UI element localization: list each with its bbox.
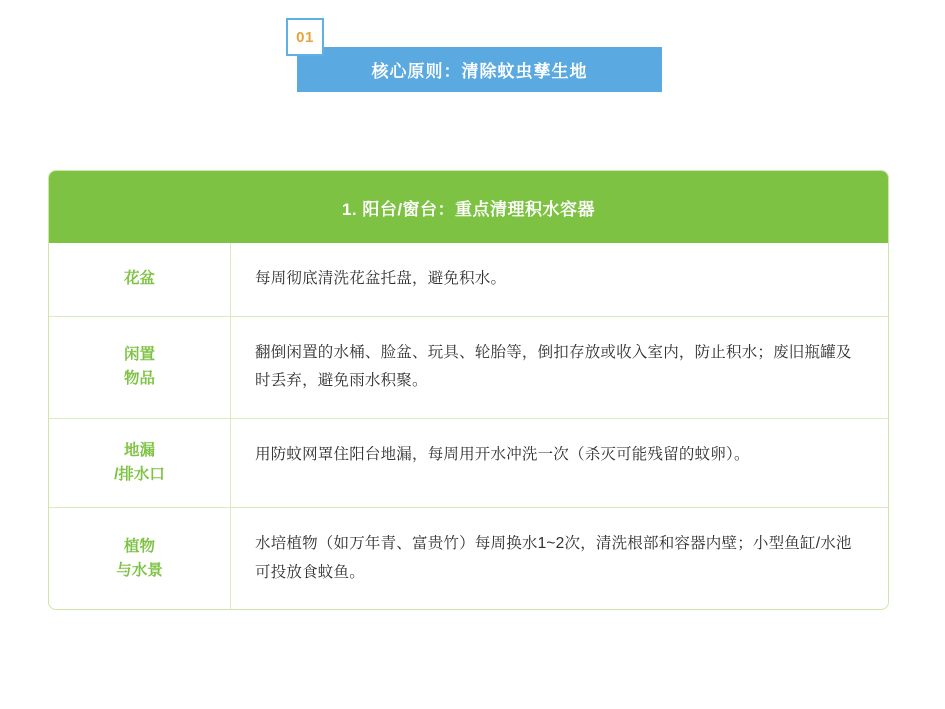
row-content: 水培植物（如万年青、富贵竹）每周换水1~2次，清洗根部和容器内壁；小型鱼缸/水池可投放食蚊鱼。 [255, 535, 852, 581]
card-rows [49, 243, 888, 609]
card-title: 1. 阳台/窗台：重点清理积水容器 [341, 199, 596, 219]
table-row [49, 316, 888, 418]
content-card [48, 170, 889, 610]
card-header [49, 171, 888, 243]
row-label: 花盆 [49, 243, 231, 316]
row-label: 地漏 /排水口 [49, 419, 231, 507]
section-title-bar [297, 47, 662, 92]
table-row [49, 418, 888, 507]
row-content: 翻倒闲置的水桶、脸盆、玩具、轮胎等，倒扣存放或收入室内，防止积水；废旧瓶罐及时丢弃，避免雨水积聚。 [255, 343, 852, 390]
row-content: 用防蚊网罩住阳台地漏，每周用开水冲洗一次（杀灭可能残留的蚊卵）。 [255, 446, 750, 464]
section-title-text: 核心原则：清除蚊虫孳生地 [371, 62, 588, 81]
row-label: 闲置 物品 [49, 317, 231, 418]
header-section [0, 0, 945, 120]
table-row [49, 507, 888, 609]
section-number-badge: 01 [286, 18, 324, 56]
row-content: 每周彻底清洗花盆托盘，避免积水。 [255, 270, 507, 287]
table-row [49, 243, 888, 316]
row-label: 植物 与水景 [49, 508, 231, 609]
